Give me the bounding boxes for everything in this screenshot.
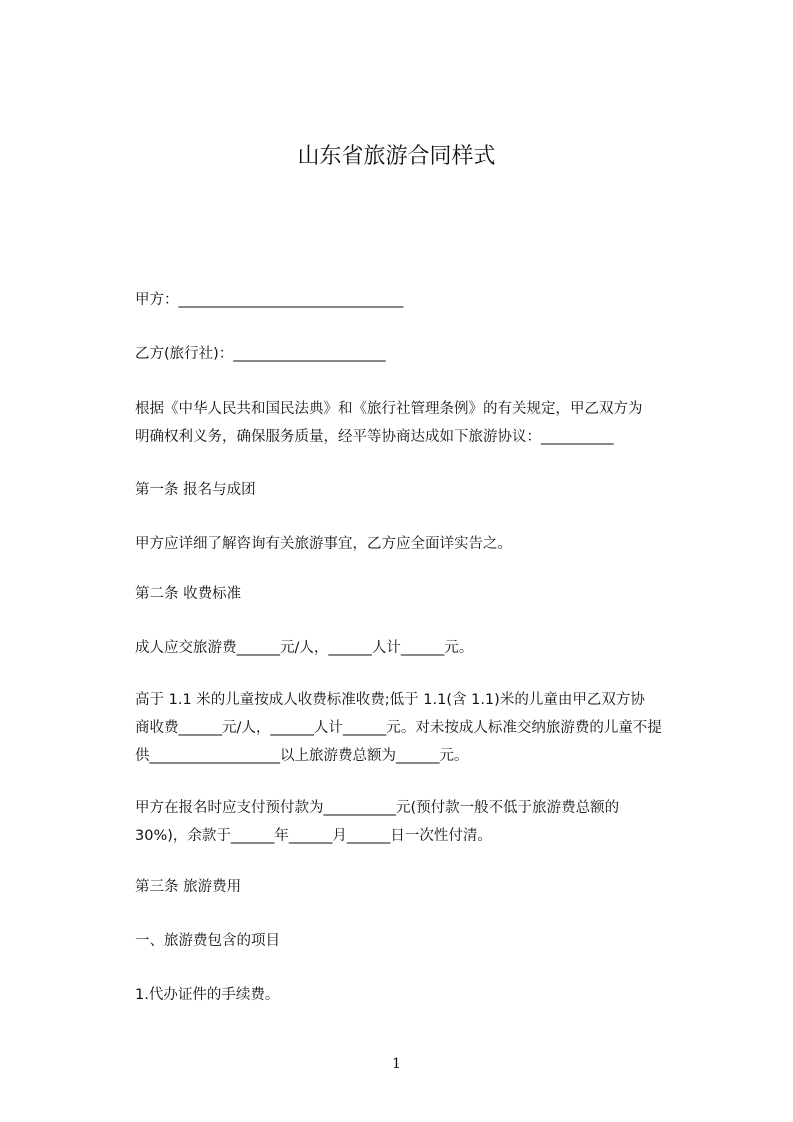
party-b-line: 乙方(旅行社)：_____________________ (135, 346, 386, 362)
article-3-item: 1.代办证件的手续费。 (135, 987, 280, 1003)
document-title: 山东省旅游合同样式 (297, 144, 496, 169)
prepay-line: 30%)，余款于______年______月______日一次性付清。 (135, 828, 492, 844)
party-a-line: 甲方：_______________________________ (135, 292, 404, 308)
article-3-heading: 第三条 旅游费用 (135, 879, 242, 895)
article-1-text: 甲方应详细了解咨询有关旅游事宜，乙方应全面详实告之。 (135, 536, 512, 552)
page-number: 1 (392, 1056, 401, 1072)
children-fee-line: 商收费______元/人，______人计______元。对未按成人标准交纳旅游费的儿童不提 (135, 720, 662, 736)
intro-line: 根据《中华人民共和国民法典》和《旅行社管理条例》的有关规定，甲乙双方为 (135, 401, 643, 417)
article-1-heading: 第一条 报名与成团 (135, 482, 256, 498)
children-fee-line: 供__________________以上旅游费总额为______元。 (135, 748, 469, 764)
children-fee-line: 高于 1.1 米的儿童按成人收费标准收费;低于 1.1(含 1.1)米的儿童由甲乙双方协 (135, 692, 645, 708)
article-2-adult-fee: 成人应交旅游费______元/人，______人计______元。 (135, 640, 474, 656)
intro-paragraph (135, 395, 705, 451)
intro-line: 明确权利义务，确保服务质量，经平等协商达成如下旅游协议：__________ (135, 429, 614, 445)
article-2-prepay-paragraph (135, 794, 705, 850)
article-2-children-paragraph (135, 686, 705, 770)
prepay-line: 甲方在报名时应支付预付款为__________元(预付款一般不低于旅游费总额的 (135, 800, 620, 816)
article-3-subheading: 一、旅游费包含的项目 (135, 933, 280, 949)
article-2-heading: 第二条 收费标准 (135, 586, 242, 602)
